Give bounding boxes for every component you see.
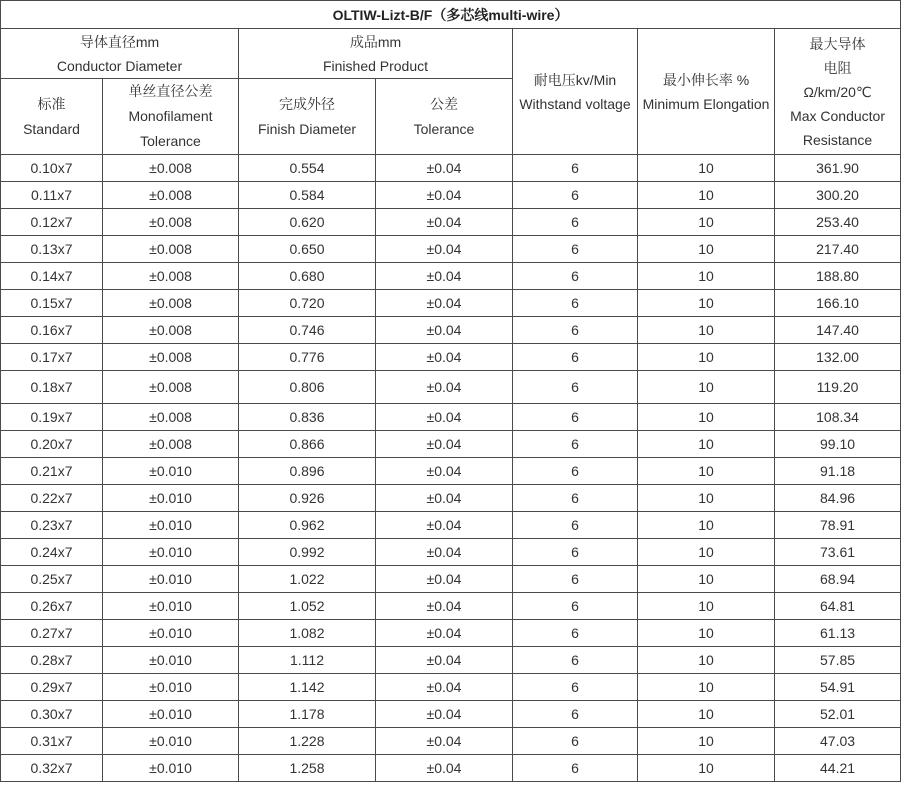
cell-withstand-voltage: 6 [513, 317, 638, 344]
cell-finish-diameter: 0.926 [239, 485, 376, 512]
cell-tolerance: ±0.04 [376, 485, 513, 512]
cell-min-elongation: 10 [638, 593, 775, 620]
cell-finish-diameter: 0.650 [239, 236, 376, 263]
cell-standard: 0.23x7 [1, 512, 103, 539]
cell-monofilament-tolerance: ±0.010 [103, 755, 239, 782]
cell-min-elongation: 10 [638, 236, 775, 263]
cell-withstand-voltage: 6 [513, 290, 638, 317]
table-row [1, 593, 901, 620]
table-row [1, 236, 901, 263]
cell-finish-diameter: 0.836 [239, 404, 376, 431]
cell-withstand-voltage: 6 [513, 431, 638, 458]
cell-tolerance: ±0.04 [376, 155, 513, 182]
header-withstand-voltage [513, 29, 638, 155]
cell-min-elongation: 10 [638, 431, 775, 458]
cell-finish-diameter: 0.962 [239, 512, 376, 539]
cell-withstand-voltage: 6 [513, 182, 638, 209]
cell-monofilament-tolerance: ±0.010 [103, 647, 239, 674]
cell-standard: 0.30x7 [1, 701, 103, 728]
cell-monofilament-tolerance: ±0.008 [103, 290, 239, 317]
header-finish-diameter [239, 79, 376, 155]
cell-tolerance: ±0.04 [376, 755, 513, 782]
cell-monofilament-tolerance: ±0.010 [103, 620, 239, 647]
cell-max-resistance: 132.00 [775, 344, 901, 371]
cell-tolerance: ±0.04 [376, 701, 513, 728]
cell-max-resistance: 52.01 [775, 701, 901, 728]
cell-monofilament-tolerance: ±0.010 [103, 539, 239, 566]
cell-finish-diameter: 0.746 [239, 317, 376, 344]
table-row [1, 701, 901, 728]
cell-tolerance: ±0.04 [376, 263, 513, 290]
cell-max-resistance: 57.85 [775, 647, 901, 674]
cell-max-resistance: 54.91 [775, 674, 901, 701]
cell-standard: 0.27x7 [1, 620, 103, 647]
cell-min-elongation: 10 [638, 539, 775, 566]
cell-withstand-voltage: 6 [513, 485, 638, 512]
cell-finish-diameter: 1.178 [239, 701, 376, 728]
cell-max-resistance: 73.61 [775, 539, 901, 566]
cell-tolerance: ±0.04 [376, 512, 513, 539]
cell-min-elongation: 10 [638, 371, 775, 404]
cell-finish-diameter: 0.584 [239, 182, 376, 209]
cell-tolerance: ±0.04 [376, 566, 513, 593]
cell-monofilament-tolerance: ±0.010 [103, 701, 239, 728]
cell-max-resistance: 361.90 [775, 155, 901, 182]
cell-monofilament-tolerance: ±0.008 [103, 371, 239, 404]
table-row [1, 566, 901, 593]
cell-withstand-voltage: 6 [513, 701, 638, 728]
cell-finish-diameter: 0.806 [239, 371, 376, 404]
header-max-resistance-line2: 电阻 [823, 59, 852, 76]
cell-min-elongation: 10 [638, 290, 775, 317]
cell-standard: 0.16x7 [1, 317, 103, 344]
header-conductor-diameter-en: Conductor Diameter [56, 57, 183, 74]
cell-tolerance: ±0.04 [376, 290, 513, 317]
cell-min-elongation: 10 [638, 404, 775, 431]
cell-standard: 0.11x7 [1, 182, 103, 209]
cell-min-elongation: 10 [638, 317, 775, 344]
header-monofilament-tolerance-en2: Tolerance [140, 133, 201, 149]
cell-standard: 0.29x7 [1, 674, 103, 701]
table-row [1, 512, 901, 539]
cell-max-resistance: 44.21 [775, 755, 901, 782]
cell-withstand-voltage: 6 [513, 755, 638, 782]
table-row [1, 485, 901, 512]
header-max-resistance-en2: Resistance [802, 131, 873, 148]
cell-min-elongation: 10 [638, 620, 775, 647]
cell-monofilament-tolerance: ±0.008 [103, 209, 239, 236]
cell-min-elongation: 10 [638, 647, 775, 674]
header-monofilament-tolerance-cn: 单丝直径公差 [128, 83, 213, 99]
table-row [1, 371, 901, 404]
cell-min-elongation: 10 [638, 182, 775, 209]
header-finish-diameter-cn: 完成外径 [279, 95, 335, 112]
header-standard [1, 79, 103, 155]
cell-standard: 0.22x7 [1, 485, 103, 512]
cell-monofilament-tolerance: ±0.010 [103, 728, 239, 755]
cell-max-resistance: 78.91 [775, 512, 901, 539]
cell-min-elongation: 10 [638, 344, 775, 371]
cell-standard: 0.15x7 [1, 290, 103, 317]
cell-tolerance: ±0.04 [376, 236, 513, 263]
header-conductor-diameter [1, 29, 239, 79]
cell-min-elongation: 10 [638, 155, 775, 182]
cell-withstand-voltage: 6 [513, 728, 638, 755]
cell-tolerance: ±0.04 [376, 182, 513, 209]
cell-tolerance: ±0.04 [376, 209, 513, 236]
cell-min-elongation: 10 [638, 263, 775, 290]
cell-max-resistance: 99.10 [775, 431, 901, 458]
cell-finish-diameter: 0.896 [239, 458, 376, 485]
cell-tolerance: ±0.04 [376, 344, 513, 371]
header-monofilament-tolerance [103, 79, 239, 155]
cell-tolerance: ±0.04 [376, 458, 513, 485]
cell-withstand-voltage: 6 [513, 236, 638, 263]
cell-withstand-voltage: 6 [513, 512, 638, 539]
header-finished-product-cn: 成品mm [349, 33, 402, 50]
cell-finish-diameter: 0.620 [239, 209, 376, 236]
cell-max-resistance: 91.18 [775, 458, 901, 485]
cell-standard: 0.18x7 [1, 371, 103, 404]
cell-monofilament-tolerance: ±0.010 [103, 593, 239, 620]
cell-standard: 0.32x7 [1, 755, 103, 782]
cell-max-resistance: 166.10 [775, 290, 901, 317]
cell-min-elongation: 10 [638, 209, 775, 236]
table-row [1, 620, 901, 647]
cell-finish-diameter: 0.776 [239, 344, 376, 371]
cell-tolerance: ±0.04 [376, 404, 513, 431]
table-row [1, 290, 901, 317]
cell-standard: 0.14x7 [1, 263, 103, 290]
cell-max-resistance: 217.40 [775, 236, 901, 263]
cell-finish-diameter: 0.720 [239, 290, 376, 317]
table-row [1, 404, 901, 431]
header-max-resistance-line1: 最大导体 [809, 35, 866, 52]
cell-standard: 0.28x7 [1, 647, 103, 674]
cell-standard: 0.12x7 [1, 209, 103, 236]
cell-standard: 0.19x7 [1, 404, 103, 431]
table-row [1, 431, 901, 458]
header-tolerance-cn: 公差 [430, 95, 458, 112]
cell-standard: 0.13x7 [1, 236, 103, 263]
header-monofilament-tolerance-en1: Monofilament [128, 108, 213, 124]
cell-finish-diameter: 1.082 [239, 620, 376, 647]
table-row [1, 755, 901, 782]
cell-max-resistance: 253.40 [775, 209, 901, 236]
cell-withstand-voltage: 6 [513, 371, 638, 404]
table-row [1, 674, 901, 701]
cell-finish-diameter: 1.258 [239, 755, 376, 782]
cell-withstand-voltage: 6 [513, 566, 638, 593]
header-conductor-diameter-cn: 导体直径mm [79, 33, 160, 50]
header-finished-product [239, 29, 513, 79]
cell-withstand-voltage: 6 [513, 539, 638, 566]
cell-finish-diameter: 1.228 [239, 728, 376, 755]
cell-monofilament-tolerance: ±0.008 [103, 317, 239, 344]
cell-monofilament-tolerance: ±0.008 [103, 431, 239, 458]
table-row [1, 728, 901, 755]
cell-withstand-voltage: 6 [513, 209, 638, 236]
header-tolerance-en: Tolerance [413, 120, 475, 137]
table-row [1, 647, 901, 674]
cell-monofilament-tolerance: ±0.008 [103, 404, 239, 431]
cell-monofilament-tolerance: ±0.010 [103, 512, 239, 539]
cell-withstand-voltage: 6 [513, 593, 638, 620]
table-row [1, 539, 901, 566]
cell-min-elongation: 10 [638, 485, 775, 512]
header-withstand-voltage-cn: 耐电压kv/Min [533, 71, 617, 88]
cell-max-resistance: 108.34 [775, 404, 901, 431]
table-row [1, 458, 901, 485]
cell-monofilament-tolerance: ±0.008 [103, 236, 239, 263]
cell-standard: 0.10x7 [1, 155, 103, 182]
table-row [1, 263, 901, 290]
cell-standard: 0.21x7 [1, 458, 103, 485]
cell-withstand-voltage: 6 [513, 674, 638, 701]
cell-max-resistance: 61.13 [775, 620, 901, 647]
cell-monofilament-tolerance: ±0.008 [103, 344, 239, 371]
cell-tolerance: ±0.04 [376, 620, 513, 647]
header-min-elongation-cn: 最小伸长率 % [662, 71, 750, 88]
cell-withstand-voltage: 6 [513, 647, 638, 674]
cell-finish-diameter: 0.866 [239, 431, 376, 458]
cell-tolerance: ±0.04 [376, 593, 513, 620]
header-finish-diameter-en: Finish Diameter [257, 120, 357, 137]
cell-standard: 0.17x7 [1, 344, 103, 371]
cell-finish-diameter: 1.022 [239, 566, 376, 593]
cell-min-elongation: 10 [638, 458, 775, 485]
cell-min-elongation: 10 [638, 674, 775, 701]
cell-max-resistance: 119.20 [775, 371, 901, 404]
cell-max-resistance: 47.03 [775, 728, 901, 755]
cell-monofilament-tolerance: ±0.010 [103, 485, 239, 512]
cell-monofilament-tolerance: ±0.010 [103, 566, 239, 593]
table-row [1, 155, 901, 182]
table-body [1, 155, 901, 782]
table-row [1, 344, 901, 371]
cell-standard: 0.25x7 [1, 566, 103, 593]
cell-withstand-voltage: 6 [513, 404, 638, 431]
header-standard-cn: 标准 [37, 95, 66, 112]
cell-tolerance: ±0.04 [376, 647, 513, 674]
cell-tolerance: ±0.04 [376, 371, 513, 404]
cell-min-elongation: 10 [638, 512, 775, 539]
cell-tolerance: ±0.04 [376, 431, 513, 458]
cell-monofilament-tolerance: ±0.010 [103, 458, 239, 485]
header-max-resistance-en1: Max Conductor [790, 107, 885, 124]
header-max-resistance [775, 29, 901, 155]
cell-standard: 0.24x7 [1, 539, 103, 566]
cell-tolerance: ±0.04 [376, 317, 513, 344]
cell-max-resistance: 147.40 [775, 317, 901, 344]
cell-max-resistance: 84.96 [775, 485, 901, 512]
header-min-elongation [638, 29, 775, 155]
table-title: OLTIW-Lizt-B/F（多芯线multi-wire） [1, 1, 901, 29]
header-min-elongation-en: Minimum Elongation [642, 95, 770, 112]
cell-finish-diameter: 1.052 [239, 593, 376, 620]
header-withstand-voltage-en: Withstand voltage [519, 95, 631, 112]
table-row [1, 317, 901, 344]
cell-min-elongation: 10 [638, 701, 775, 728]
header-tolerance [376, 79, 513, 155]
cell-monofilament-tolerance: ±0.008 [103, 155, 239, 182]
cell-finish-diameter: 1.112 [239, 647, 376, 674]
table-row [1, 182, 901, 209]
cell-min-elongation: 10 [638, 566, 775, 593]
cell-withstand-voltage: 6 [513, 458, 638, 485]
cell-monofilament-tolerance: ±0.010 [103, 674, 239, 701]
cell-withstand-voltage: 6 [513, 620, 638, 647]
cell-max-resistance: 188.80 [775, 263, 901, 290]
cell-max-resistance: 68.94 [775, 566, 901, 593]
cell-standard: 0.31x7 [1, 728, 103, 755]
cell-min-elongation: 10 [638, 755, 775, 782]
header-standard-en: Standard [23, 120, 80, 137]
cell-max-resistance: 64.81 [775, 593, 901, 620]
cell-monofilament-tolerance: ±0.008 [103, 182, 239, 209]
cell-tolerance: ±0.04 [376, 539, 513, 566]
cell-withstand-voltage: 6 [513, 155, 638, 182]
cell-finish-diameter: 0.554 [239, 155, 376, 182]
cell-finish-diameter: 0.680 [239, 263, 376, 290]
cell-tolerance: ±0.04 [376, 674, 513, 701]
cell-monofilament-tolerance: ±0.008 [103, 263, 239, 290]
cell-tolerance: ±0.04 [376, 728, 513, 755]
table-row [1, 209, 901, 236]
header-max-resistance-unit: Ω/km/20℃ [803, 83, 872, 100]
cell-withstand-voltage: 6 [513, 344, 638, 371]
header-finished-product-en: Finished Product [322, 57, 429, 74]
cell-standard: 0.20x7 [1, 431, 103, 458]
cell-min-elongation: 10 [638, 728, 775, 755]
cell-standard: 0.26x7 [1, 593, 103, 620]
cell-max-resistance: 300.20 [775, 182, 901, 209]
cell-finish-diameter: 0.992 [239, 539, 376, 566]
cell-withstand-voltage: 6 [513, 263, 638, 290]
cell-finish-diameter: 1.142 [239, 674, 376, 701]
